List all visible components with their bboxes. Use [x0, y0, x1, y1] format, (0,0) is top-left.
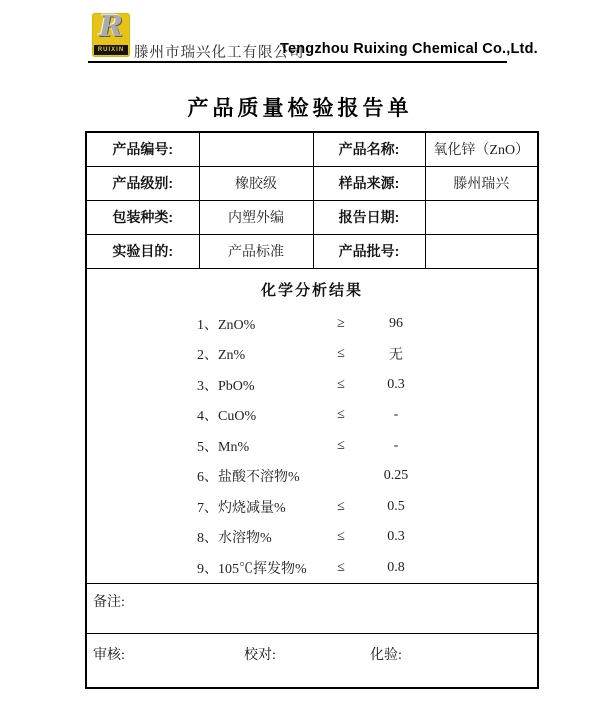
analysis-row-cuo	[87, 400, 537, 431]
analysis-item-value: 0.3	[387, 376, 405, 392]
analysis-section	[86, 268, 538, 584]
analysis-row-ignition-loss	[87, 492, 537, 523]
signature-cell	[86, 634, 538, 688]
report-table	[85, 131, 539, 689]
remarks-label: 备注:	[93, 595, 125, 610]
analysis-item-value: 96	[389, 315, 403, 331]
analysis-item-value: -	[393, 407, 399, 423]
header-divider	[88, 61, 507, 63]
sample-source-label: 样品来源:	[313, 166, 425, 200]
signature-row	[86, 634, 538, 688]
analysis-item-label: 8、水溶物%	[197, 531, 272, 547]
product-grade-value: 橡胶级	[199, 166, 313, 200]
analysis-item-label: 2、Zn%	[197, 348, 246, 364]
product-name-value: 氧化锌（ZnO）	[425, 132, 538, 166]
analysis-item-value: 0.5	[387, 498, 405, 514]
product-grade-label: 产品级别:	[86, 166, 199, 200]
info-row-product-grade	[86, 166, 538, 200]
analysis-item-symbol: ≤	[337, 407, 345, 423]
company-logo	[92, 9, 130, 57]
report-date-label: 报告日期:	[313, 200, 425, 234]
analysis-item-symbol: ≤	[337, 437, 345, 453]
product-code-label: 产品编号:	[86, 132, 199, 166]
analysis-item-label: 4、CuO%	[197, 409, 257, 425]
analysis-item-label: 3、PbO%	[197, 378, 255, 394]
logo-r-glyph: R	[98, 9, 124, 43]
analysis-item-label: 5、Mn%	[197, 439, 250, 455]
analysis-row-water-soluble	[87, 522, 537, 553]
analysis-item-label: 6、盐酸不溶物%	[197, 470, 300, 486]
analysis-row-volatile-105c	[87, 553, 537, 584]
analysis-row-mn	[87, 431, 537, 462]
company-name-cn: 滕州市瑞兴化工有限公司	[134, 45, 305, 61]
analysis-section-title: 化学分析结果	[260, 282, 363, 299]
proofreader-label: 校对:	[244, 648, 276, 663]
company-name-en: Tengzhou Ruixing Chemical Co.,Ltd.	[280, 41, 538, 57]
analysis-item-symbol: ≤	[337, 376, 345, 392]
analysis-item-symbol: ≤	[337, 498, 345, 514]
analysis-item-label: 1、ZnO%	[197, 317, 256, 333]
analysis-row-zno	[87, 309, 537, 340]
remarks-row	[86, 584, 538, 634]
analysis-items	[87, 309, 537, 584]
analysis-item-symbol: ≤	[337, 529, 345, 545]
analysis-item-value: 0.25	[383, 468, 409, 484]
reviewer-label: 审核:	[93, 648, 125, 663]
analysis-item-value: 0.3	[387, 529, 405, 545]
packaging-type-label: 包装种类:	[86, 200, 199, 234]
analysis-item-label: 9、105℃挥发物%	[197, 561, 307, 577]
info-row-test-purpose	[86, 234, 538, 268]
packaging-type-value: 内塑外编	[199, 200, 313, 234]
batch-number-label: 产品批号:	[313, 234, 425, 268]
product-code-value	[199, 132, 313, 166]
analysis-item-label: 7、灼烧减量%	[197, 500, 286, 516]
analysis-item-value: 无	[389, 348, 403, 364]
tester-label: 化验:	[370, 648, 402, 663]
logo-wordmark: RUIXIN	[97, 47, 125, 53]
test-purpose-label: 实验目的:	[86, 234, 199, 268]
analysis-item-symbol: ≤	[337, 559, 345, 575]
analysis-row-pbo	[87, 370, 537, 401]
analysis-section-row	[86, 268, 538, 584]
info-row-product-code	[86, 132, 538, 166]
analysis-row-zn	[87, 339, 537, 370]
analysis-item-symbol: ≥	[337, 315, 345, 331]
sample-source-value: 滕州瑞兴	[425, 166, 538, 200]
info-row-packaging	[86, 200, 538, 234]
test-purpose-value: 产品标准	[199, 234, 313, 268]
analysis-item-value: -	[393, 437, 399, 453]
batch-number-value	[425, 234, 538, 268]
remarks-cell	[86, 584, 538, 634]
product-name-label: 产品名称:	[313, 132, 425, 166]
report-title: 产品质量检验报告单	[187, 97, 413, 120]
logo-wordmark-strip	[94, 45, 128, 55]
analysis-item-value: 0.8	[387, 559, 405, 575]
analysis-row-hcl-insoluble	[87, 461, 537, 492]
report-date-value	[425, 200, 538, 234]
analysis-item-symbol: ≤	[337, 346, 345, 362]
signature-labels	[93, 644, 537, 664]
